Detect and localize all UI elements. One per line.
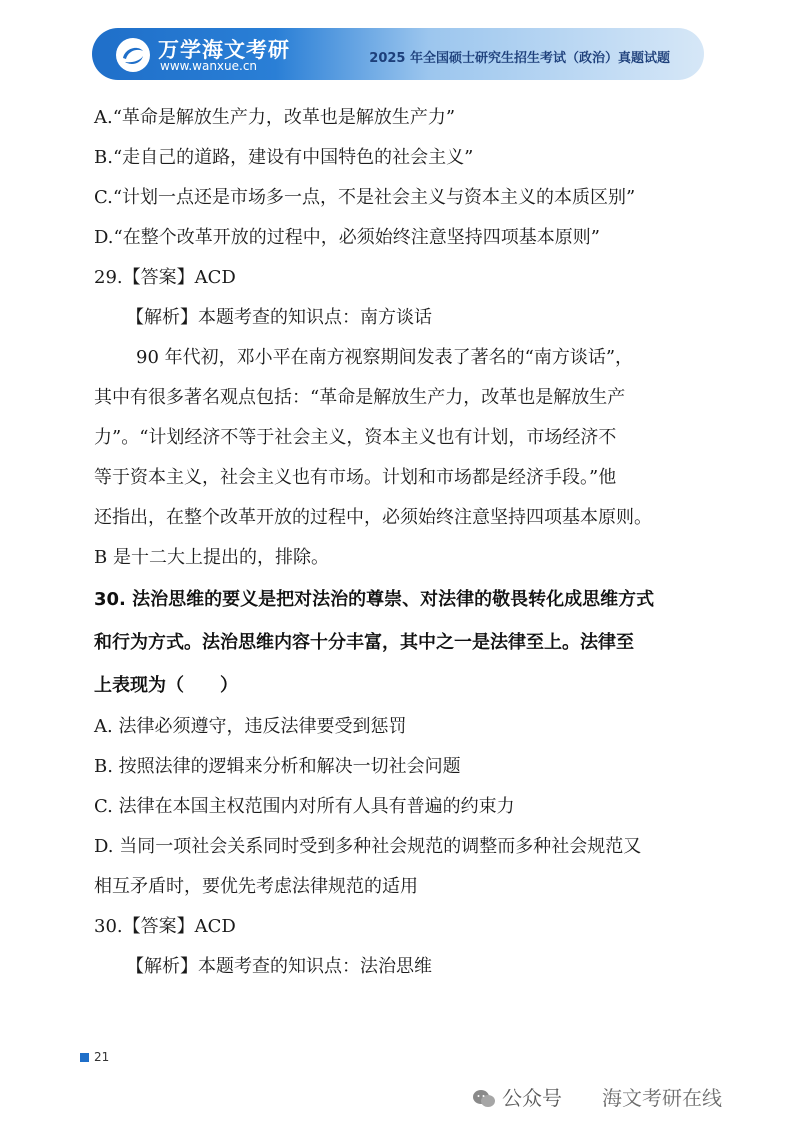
q30-option-d: D. 当同一项社会关系同时受到多种社会规范的调整而多种社会规范又 — [94, 836, 642, 857]
document-title: 2025 年全国硕士研究生招生考试（政治）真题试题 — [369, 51, 670, 66]
logo-icon — [116, 38, 150, 72]
q30-stem-line: 上表现为（ ） — [94, 675, 238, 696]
q29-analysis-line: 力”。“计划经济不等于社会主义，资本主义也有计划，市场经济不 — [94, 427, 617, 448]
q28-option-d: D.“在整个改革开放的过程中，必须始终注意坚持四项基本原则” — [94, 227, 600, 248]
page-content — [94, 98, 706, 987]
page-number-text: 21 — [94, 1050, 110, 1064]
q29-analysis-line: 等于资本主义，社会主义也有市场。计划和市场都是经济手段。”他 — [94, 467, 617, 488]
q30-option-c: C. 法律在本国主权范围内对所有人具有普遍的约束力 — [94, 796, 515, 817]
q30-answer: 30.【答案】ACD — [94, 916, 236, 937]
q28-option-b: B.“走自己的道路，建设有中国特色的社会主义” — [94, 147, 474, 168]
q29-analysis-line: 还指出，在整个改革开放的过程中，必须始终注意坚持四项基本原则。 — [94, 507, 652, 528]
watermark-label: 公众号 — [502, 1086, 562, 1110]
wechat-icon — [472, 1088, 496, 1115]
q29-analysis-heading: 【解析】本题考查的知识点：南方谈话 — [126, 307, 432, 328]
brand-url: www.wanxue.cn — [160, 59, 258, 73]
page-marker-icon — [80, 1053, 89, 1062]
q28-option-c: C.“计划一点还是市场多一点，不是社会主义与资本主义的本质区别” — [94, 187, 636, 208]
q30-option-b: B. 按照法律的逻辑来分析和解决一切社会问题 — [94, 756, 461, 777]
q29-analysis-line: B 是十二大上提出的，排除。 — [94, 547, 329, 568]
page-number — [80, 1050, 109, 1064]
q28-option-a: A.“革命是解放生产力，改革也是解放生产力” — [94, 107, 456, 128]
watermark-brand: 海文考研在线 — [602, 1086, 722, 1110]
brand-name: 万学海文考研 — [158, 38, 290, 62]
q29-answer: 29.【答案】ACD — [94, 267, 236, 288]
q30-option-a: A. 法律必须遵守，违反法律要受到惩罚 — [94, 716, 407, 737]
q30-stem-line: 30. 法治思维的要义是把对法治的尊崇、对法律的敬畏转化成思维方式 — [94, 589, 655, 610]
q29-analysis-line: 其中有很多著名观点包括：“革命是解放生产力，改革也是解放生产 — [94, 387, 626, 408]
q29-analysis-line: 90 年代初，邓小平在南方视察期间发表了著名的“南方谈话”， — [136, 347, 634, 368]
q30-analysis-heading: 【解析】本题考查的知识点：法治思维 — [126, 956, 432, 977]
q30-option-d-cont: 相互矛盾时，要优先考虑法律规范的适用 — [94, 876, 418, 897]
watermark — [472, 1082, 722, 1115]
q30-stem-line: 和行为方式。法治思维内容十分丰富，其中之一是法律至上。法律至 — [94, 632, 634, 653]
